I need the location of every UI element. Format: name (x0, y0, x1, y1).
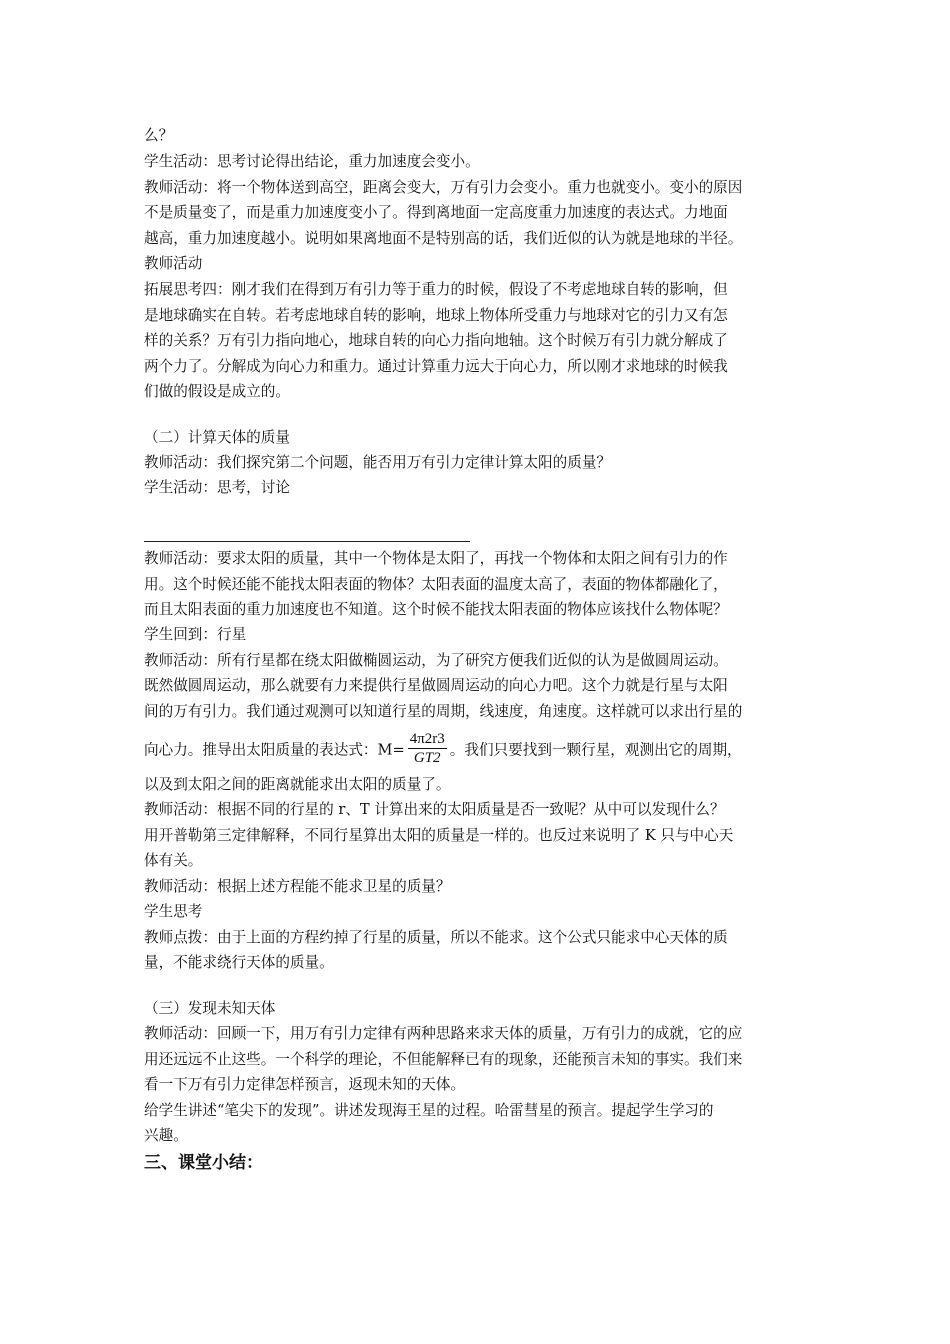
paragraph-line: 学生思考 (144, 903, 203, 920)
paragraph-line: 用还远远不止这些。一个科学的理论，不但能解释已有的现象，还能预言未知的事实。我们来 (144, 1051, 743, 1068)
paragraph-line: 学生活动：思考讨论得出结论，重力加速度会变小。 (144, 153, 480, 170)
formula-text-after: 。我们只要找到一颗行星，观测出它的周期， (449, 741, 742, 759)
section-heading: 三、课堂小结： (144, 1153, 263, 1173)
paragraph-line: 教师活动 (144, 255, 203, 272)
paragraph-line: 教师活动：我们探究第二个问题，能否用万有引力定律计算太阳的质量？ (144, 454, 612, 471)
paragraph-line: 么？ (144, 127, 174, 144)
paragraph-line: 兴趣。 (144, 1127, 188, 1144)
paragraph-line: 教师活动：根据上述方程能不能求卫星的质量？ (144, 878, 451, 895)
paragraph-line: 越高，重力加速度越小。说明如果离地面不是特别高的话，我们近似的认为就是地球的半径。 (144, 230, 743, 247)
paragraph-line: 教师活动：要求太阳的质量，其中一个物体是太阳了，再找一个物体和太阳之间有引力的作 (144, 550, 728, 567)
paragraph-line: 给学生讲述“笔尖下的发现”。讲述发现海王星的过程。哈雷彗星的预言。提起学生学习的 (144, 1102, 714, 1119)
paragraph-line: 用开普勒第三定律解释，不同行星算出太阳的质量是一样的。也反过来说明了 K 只与中心天 (144, 827, 734, 844)
formula-line (144, 732, 810, 766)
paragraph-line: 间的万有引力。我们通过观测可以知道行星的周期，线速度，角速度。这样就可以求出行星的 (144, 703, 743, 720)
paragraph-line: 体有关。 (144, 852, 203, 869)
paragraph-line: 教师活动：所有行星都在绕太阳做椭圆运动，为了研究方便我们近似的认为是做圆周运动。 (144, 652, 728, 669)
paragraph-line: 用。这个时候还能不能找太阳表面的物体？太阳表面的温度太高了，表面的物体都融化了， (144, 576, 728, 593)
paragraph-line: 教师活动：根据不同的行星的 r、T 计算出来的太阳质量是否一致呢？从中可以发现什么？ (144, 801, 725, 818)
mass-formula-fraction (408, 730, 447, 767)
paragraph-line: 们做的假设是成立的。 (144, 383, 290, 400)
formula-numerator: 4π2r3 (409, 731, 445, 747)
paragraph-line: 样的关系？万有引力指向地心，地球自转的向心力指向地轴。这个时候万有引力就分解成了 (144, 332, 728, 349)
paragraph-line: 教师点拨：由于上面的方程约掉了行星的质量，所以不能求。这个公式只能求中心天体的质 (144, 929, 728, 946)
paragraph-line: 学生回到：行星 (144, 626, 247, 643)
paragraph-line: 不是质量变了，而是重力加速度变小了。得到离地面一定高度重力加速度的表达式。力地面 (144, 204, 728, 221)
paragraph-line: 拓展思考四：刚才我们在得到万有引力等于重力的时候，假设了不考虑地球自转的影响，但 (144, 281, 728, 298)
paragraph-line: 两个力了。分解成为向心力和重力。通过计算重力远大于向心力，所以刚才求地球的时候我 (144, 358, 728, 375)
paragraph-line: 是地球确实在自转。若考虑地球自转的影响，地球上物体所受重力与地球对它的引力又有怎 (144, 307, 728, 324)
section-title: （三）发现未知天体 (144, 1000, 276, 1017)
formula-text-before: 向心力。推导出太阳质量的表达式：M= (144, 741, 405, 759)
paragraph-line: 学生活动：思考，讨论 (144, 479, 290, 496)
paragraph-line: 教师活动：回顾一下，用万有引力定律有两种思路来求天体的质量，万有引力的成就，它的应 (144, 1025, 743, 1042)
formula-denominator: GT2 (413, 750, 441, 766)
paragraph-line: 量，不能求绕行天体的质量。 (144, 954, 334, 971)
paragraph-line: 而且太阳表面的重力加速度也不知道。这个时候不能找太阳表面的物体应该找什么物体呢？ (144, 601, 728, 618)
paragraph-line: 看一下万有引力定律怎样预言，返现未知的天体。 (144, 1076, 466, 1093)
section-title: （二）计算天体的质量 (144, 429, 290, 446)
footnote-separator (144, 541, 470, 542)
paragraph-line: 以及到太阳之间的距离就能求出太阳的质量了。 (144, 776, 451, 793)
paragraph-line: 教师活动：将一个物体送到高空，距离会变大，万有引力会变小。重力也就变小。变小的原因 (144, 179, 743, 196)
paragraph-line: 既然做圆周运动，那么就要有力来提供行星做圆周运动的向心力吧。这个力就是行星与太阳 (144, 677, 728, 694)
